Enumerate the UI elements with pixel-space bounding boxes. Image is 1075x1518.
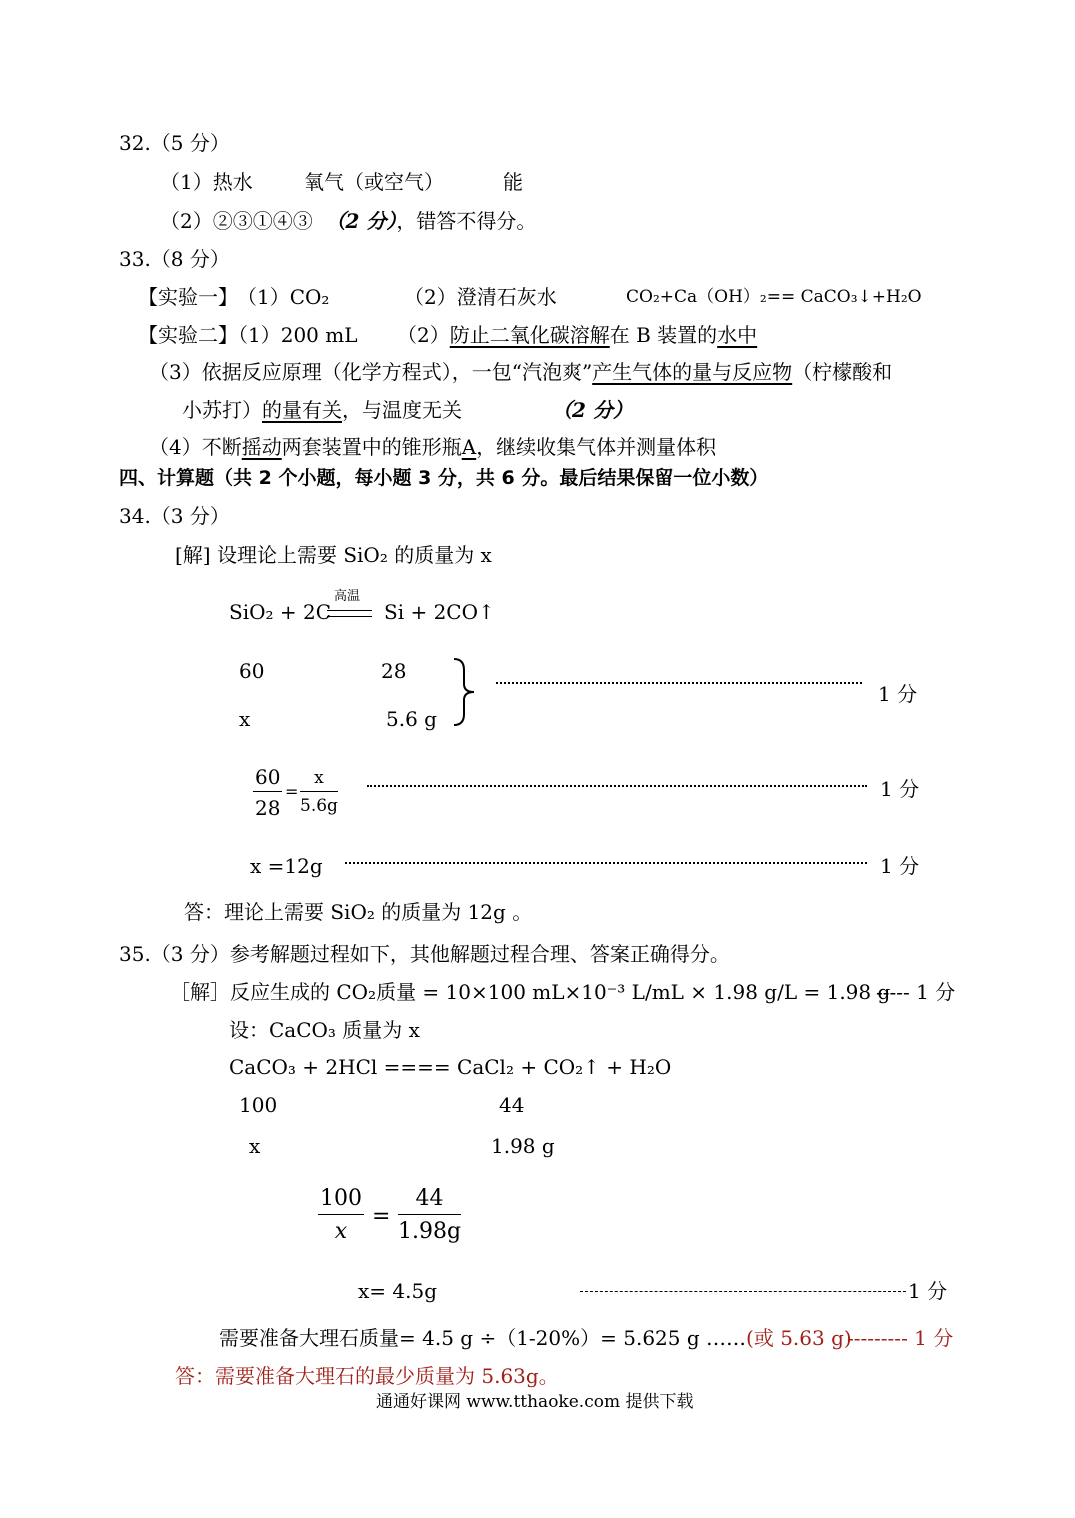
q33-exp2-line [138, 325, 358, 345]
q33-exp2-label: 【实验二】 [138, 323, 238, 347]
q33-exp2-b-line [397, 325, 757, 345]
q35-marble-rounded: (或 5.63 g) [746, 1326, 852, 1350]
q35-line1-score: ----- 1 分 [876, 980, 956, 1004]
q35-fraction-left [318, 1188, 364, 1243]
q34-eq-right: Si + 2CO↑ [384, 600, 495, 624]
q35-result: x= 4.5g [358, 1279, 438, 1303]
q35-dash-line [580, 1291, 906, 1292]
q35-result-score: 1 分 [908, 1279, 948, 1303]
q34-eq-condition: 高温 [334, 589, 361, 604]
q33-l5-e: ，继续收集气体并测量体积 [476, 435, 717, 459]
q34-brace [448, 656, 478, 728]
q35-r2-a: x [249, 1134, 261, 1158]
q32-heading: 32.（5 分） [119, 131, 230, 155]
q33-exp2-a: （1）200 mL [238, 323, 358, 347]
q34-eq-left: SiO₂ + 2C [229, 600, 332, 624]
q32-points: （2 分） [325, 209, 397, 233]
q35-r2-b: 1.98 g [491, 1134, 555, 1158]
q33-exp1-b: （2）澄清石灰水 [404, 285, 557, 309]
q33-l3-a: （3）依据反应原理（化学方程式），一包“汽泡爽” [149, 360, 593, 384]
q35-frac-num-right: 44 [415, 1186, 444, 1211]
q35-fraction-right [398, 1188, 461, 1243]
q32-order: （2）②③①④③ [160, 209, 313, 233]
q34-answer: 答：理论上需要 SiO₂ 的质量为 12g 。 [184, 900, 533, 924]
q35-marble-calc: 需要准备大理石质量= 4.5 g ÷（1-20%）= 5.625 g …… [219, 1326, 747, 1350]
q34-dots-1 [496, 682, 862, 684]
q35-frac-equals: = [372, 1204, 391, 1229]
q35-r1-b: 44 [499, 1093, 525, 1117]
q34-fraction-right [300, 770, 338, 815]
q33-exp1-label: 【实验一】 [138, 285, 238, 309]
q32-line2 [160, 211, 536, 231]
footer-credit: 通通好课网 www.tthaoke.com 提供下载 [376, 1392, 694, 1412]
q33-l5-d: A [461, 435, 477, 459]
q34-heading: 34.（3 分） [119, 504, 230, 528]
q35-frac-den-right: 1.98g [398, 1214, 461, 1243]
q34-r2-b: 5.6 g [386, 707, 437, 731]
q34-frac-den-right: 5.6g [300, 791, 338, 815]
q34-frac-den-left: 28 [253, 791, 282, 818]
q32-line1-can: 能 [503, 170, 523, 194]
q33-exp2-b3: 在 B 装置的 [609, 323, 718, 347]
q33-l3-c: （柠檬酸和 [792, 360, 893, 384]
q35-answer: 答：需要准备大理石的最少质量为 5.63g。 [175, 1364, 559, 1388]
q35-marble-line [219, 1328, 852, 1348]
q34-score-1: 1 分 [878, 682, 918, 706]
q33-l4-points: （2 分） [552, 398, 633, 422]
q34-r1-b: 28 [381, 659, 407, 683]
q35-frac-num-left: 100 [320, 1186, 362, 1211]
q33-heading: 33.（8 分） [119, 247, 230, 271]
q35-frac-den-left: x [318, 1214, 364, 1243]
q32-line1-oxygen: 氧气（或空气） [304, 170, 444, 194]
q34-dots-3 [345, 862, 867, 864]
q33-l5-c: 两套装置中的锥形瓶 [281, 435, 462, 459]
q34-score-3: 1 分 [880, 854, 920, 878]
q33-line3 [149, 362, 892, 382]
q33-line5 [149, 437, 716, 457]
q33-l4-a: 小苏打） [182, 398, 262, 422]
q33-l4-c: ，与温度无关 [342, 398, 462, 422]
q33-exp2-b2: 防止二氧化碳溶解 [449, 323, 610, 347]
q34-frac-equals: = [285, 782, 299, 801]
q34-frac-num-left: 60 [255, 765, 281, 789]
q34-let: [解] 设理论上需要 SiO₂ 的质量为 x [175, 543, 492, 567]
section-4-heading: 四、计算题（共 2 个小题，每小题 3 分，共 6 分。最后结果保留一位小数） [119, 467, 769, 489]
q34-eq-sign [327, 610, 372, 617]
q34-result: x =12g [250, 854, 323, 878]
q32-line1-hot-water: （1）热水 [160, 170, 253, 194]
q35-equation: CaCO₃ + 2HCl ==== CaCl₂ + CO₂↑ + H₂O [229, 1055, 672, 1079]
q34-dots-2 [367, 785, 867, 787]
q34-score-2: 1 分 [880, 777, 920, 801]
q34-frac-num-right: x [314, 768, 324, 788]
q34-r1-a: 60 [239, 659, 265, 683]
q33-exp1-a: （1）CO₂ [237, 285, 330, 309]
q32-note: ，错答不得分。 [396, 209, 537, 233]
q34-fraction-left [253, 767, 282, 818]
q34-r2-a: x [239, 707, 251, 731]
q35-line1: ［解］反应生成的 CO₂质量 = 10×100 mL×10⁻³ L/mL × 1.98 g/L = 1.98 g [170, 980, 891, 1004]
q33-l5-b: 摇动 [241, 435, 282, 459]
q33-line4 [182, 400, 462, 420]
q33-l4-b: 的量有关 [262, 398, 342, 422]
q33-exp2-b1: （2） [397, 323, 450, 347]
q33-l3-b: 产生气体的量与反应物 [592, 360, 793, 384]
q35-r1-a: 100 [239, 1093, 278, 1117]
q35-let: 设：CaCO₃ 质量为 x [229, 1018, 420, 1042]
q33-l5-a: （4）不断 [149, 435, 242, 459]
q33-exp1-equation: CO₂+Ca（OH）₂== CaCO₃↓+H₂O [626, 287, 922, 307]
q35-marble-score: --------- 1 分 [847, 1326, 954, 1350]
q35-heading: 35.（3 分）参考解题过程如下，其他解题过程合理、答案正确得分。 [119, 942, 730, 966]
q33-exp2-b4: 水中 [717, 323, 758, 347]
